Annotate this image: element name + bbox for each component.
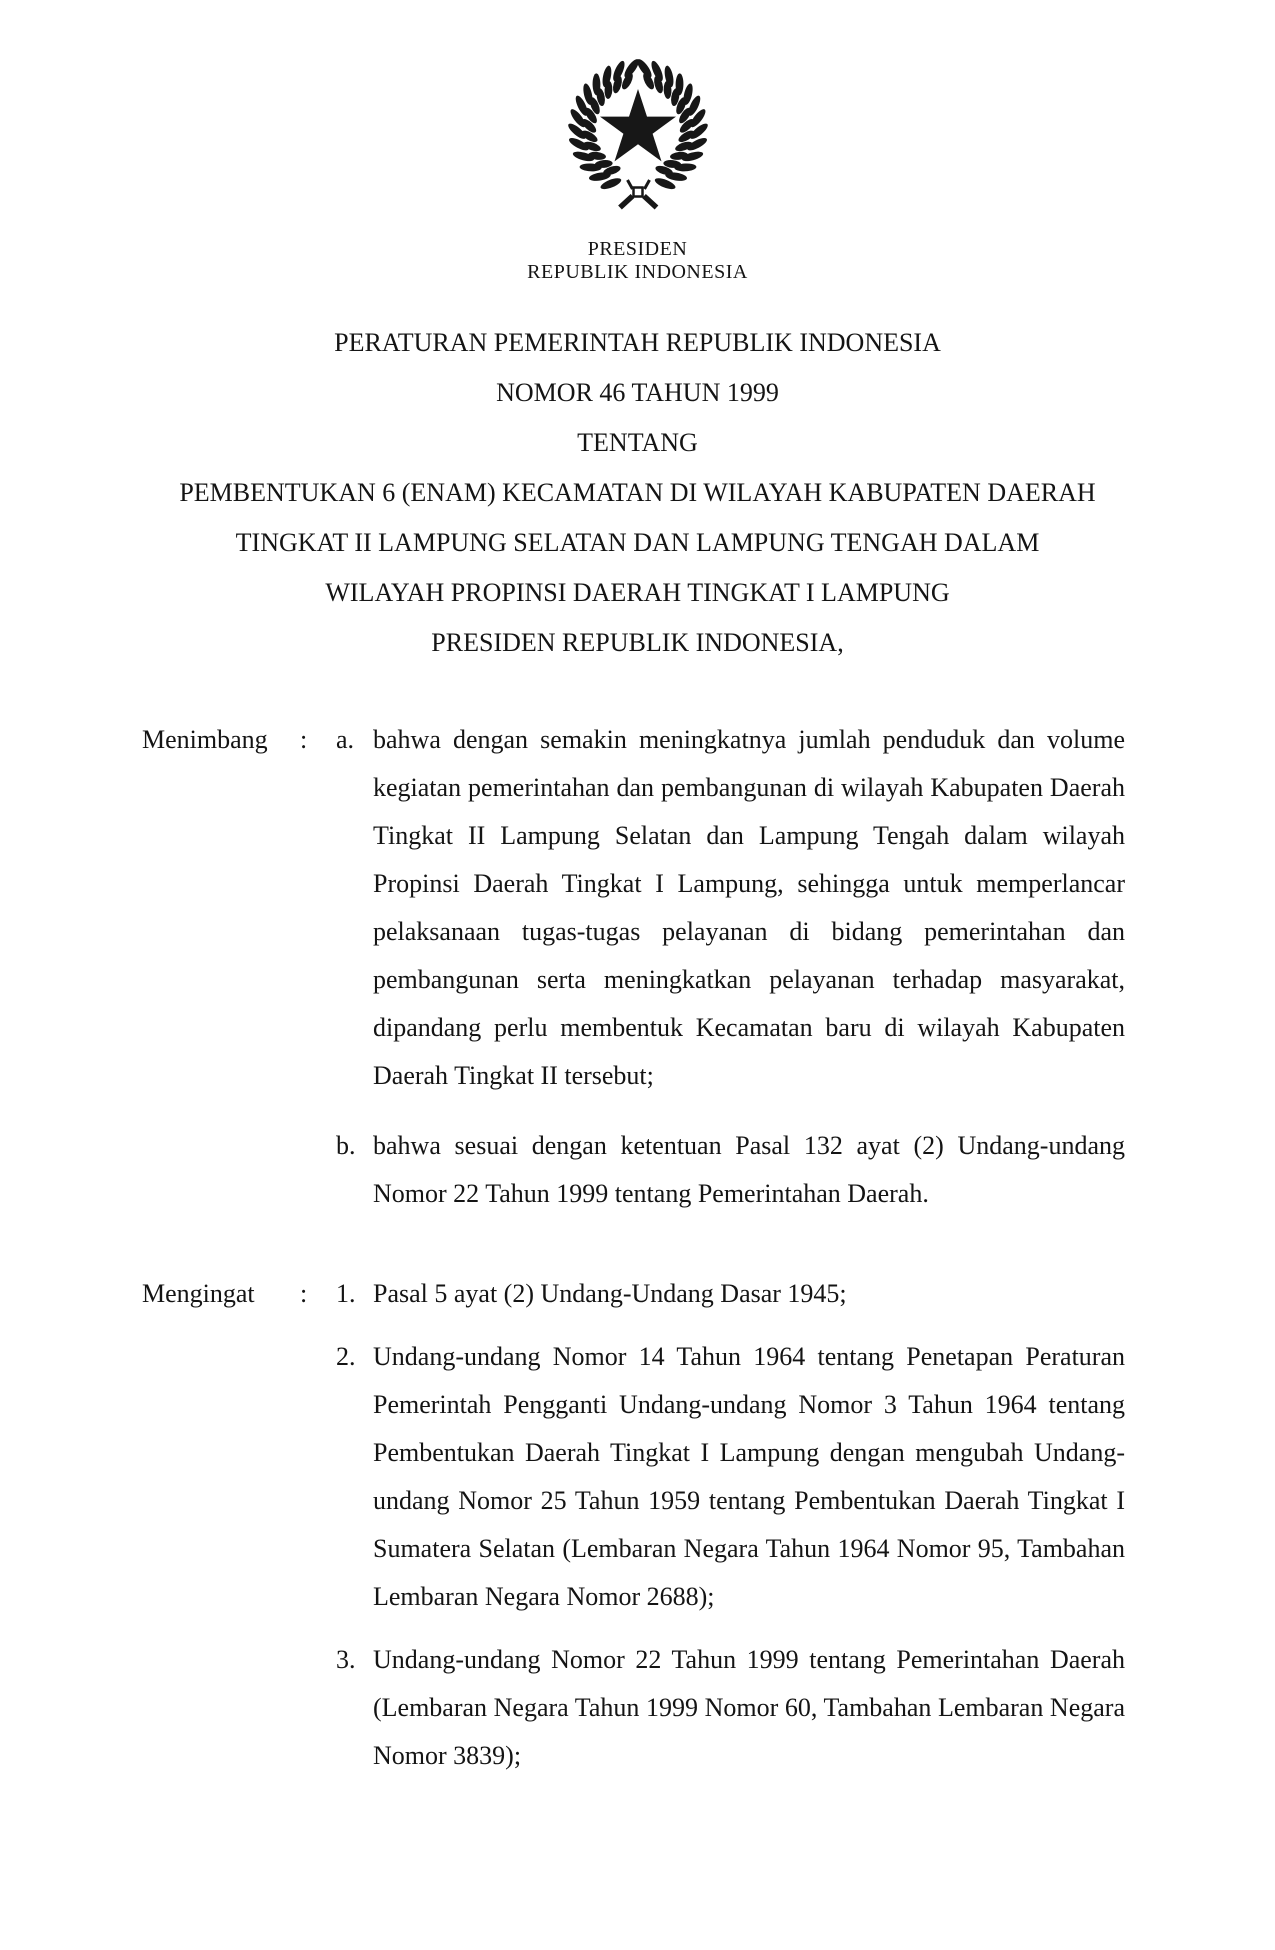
title-line-subject-2: TINGKAT II LAMPUNG SELATAN DAN LAMPUNG TENGAH DALAM xyxy=(235,528,1040,557)
item-text-b: bahwa sesuai dengan ketentuan Pasal 132 ayat (2) Undang-undang Nomor 22 Tahun 1999 tentang Pemerintahan Daerah. xyxy=(373,1131,1125,1208)
section-label-menimbang: Menimbang xyxy=(142,725,268,754)
item-marker-a: a. xyxy=(336,725,355,754)
label-spacer xyxy=(142,1122,300,1218)
document-title-block xyxy=(0,318,1275,668)
ribbon-icon xyxy=(620,180,657,208)
title-line-subject-1: PEMBENTUKAN 6 (ENAM) KECAMATAN DI WILAYAH KABUPATEN DAERAH xyxy=(179,478,1096,507)
republik-indonesia-label: REPUBLIK INDONESIA xyxy=(527,261,748,283)
item-text-3: Undang-undang Nomor 22 Tahun 1999 tentang Pemerintahan Daerah (Lembaran Negara Tahun 1999 Nomor 60, Tambahan Lembaran Negara Nomor 3839); xyxy=(373,1645,1125,1770)
section-separator: : xyxy=(300,1279,308,1308)
colon-spacer xyxy=(300,1333,336,1621)
title-line-tentang: TENTANG xyxy=(577,428,698,457)
presiden-label: PRESIDEN xyxy=(587,238,688,260)
label-spacer xyxy=(142,1333,300,1621)
item-marker-2: 2. xyxy=(336,1342,356,1371)
item-marker-3: 3. xyxy=(336,1645,356,1674)
document-body xyxy=(0,716,1275,1780)
item-marker-1: 1. xyxy=(336,1279,356,1308)
label-spacer xyxy=(142,1636,300,1780)
item-marker-b: b. xyxy=(336,1131,356,1160)
colon-spacer xyxy=(300,1636,336,1780)
section-menimbang xyxy=(142,716,1125,1218)
mengingat-item-3 xyxy=(142,1636,1125,1780)
menimbang-item-a xyxy=(142,716,1125,1100)
star-icon xyxy=(600,89,676,161)
menimbang-item-b xyxy=(142,1122,1125,1218)
section-label-mengingat: Mengingat xyxy=(142,1279,255,1308)
item-text-2: Undang-undang Nomor 14 Tahun 1964 tentang Penetapan Peraturan Pemerintah Pengganti Undang-undang Nomor 3 Tahun 1964 tentang Pembentukan Daerah Tingkat I Lampung dengan mengubah Undang-undang Nomor 25 Tahun 1959 tentang Pembentukan Daerah Tingkat I Sumatera Selatan (Lembaran Negara Tahun 1964 Nomor 95, Tambahan Lembaran Negara Nomor 2688); xyxy=(373,1342,1125,1611)
title-line-president: PRESIDEN REPUBLIK INDONESIA, xyxy=(431,628,844,657)
colon-spacer xyxy=(300,1122,336,1218)
mengingat-item-1 xyxy=(142,1270,1125,1318)
document-header xyxy=(0,0,1275,284)
title-line-subject-3: WILAYAH PROPINSI DAERAH TINGKAT I LAMPUNG xyxy=(325,578,950,607)
section-mengingat xyxy=(142,1270,1125,1780)
title-line-number: NOMOR 46 TAHUN 1999 xyxy=(496,378,779,407)
title-line-regulation: PERATURAN PEMERINTAH REPUBLIK INDONESIA xyxy=(334,328,941,357)
presidential-emblem-icon xyxy=(562,55,714,213)
item-text-a: bahwa dengan semakin meningkatnya jumlah penduduk dan volume kegiatan pemerintahan dan pembangunan di wilayah Kabupaten Daerah Tingkat II Lampung Selatan dan Lampung Tengah dalam wilayah Propinsi Daerah Tingkat I Lampung, sehingga untuk memperlancar pelaksanaan tugas-tugas pelayanan di bidang pemerintahan dan pembangunan serta meningkatkan pelayanan terhadap masyarakat, dipandang perlu membentuk Kecamatan baru di wilayah Kabupaten Daerah Tingkat II tersebut; xyxy=(373,725,1125,1090)
mengingat-item-2 xyxy=(142,1333,1125,1621)
item-text-1: Pasal 5 ayat (2) Undang-Undang Dasar 1945; xyxy=(373,1279,847,1308)
section-separator: : xyxy=(300,725,308,754)
